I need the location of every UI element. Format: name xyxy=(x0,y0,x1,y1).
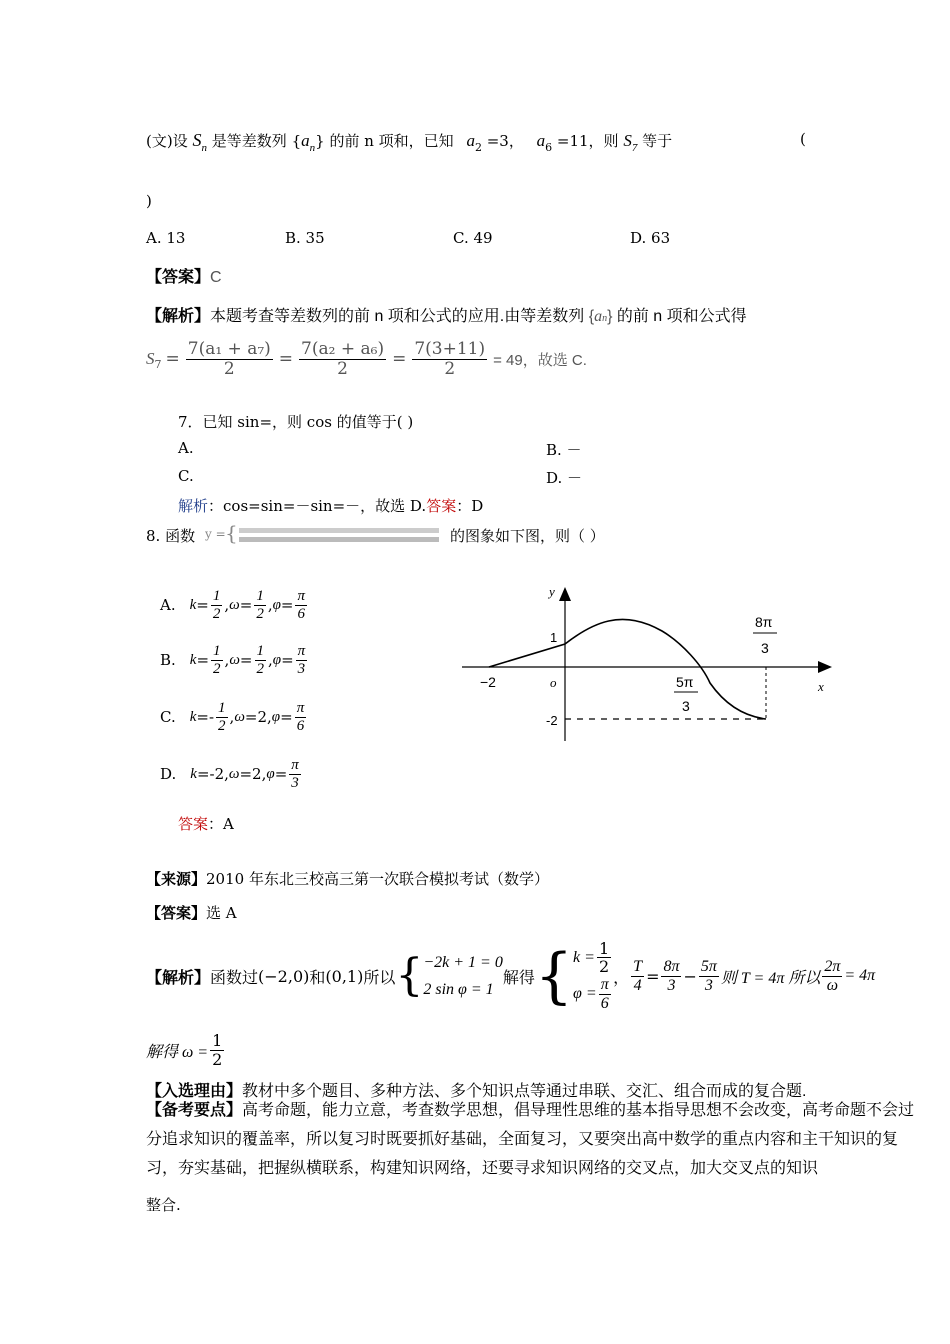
q8-option-c: C. k =- $\frac{1}{2}$ , ω =2, φ = $\frac{\pi}{6}$ xyxy=(160,700,305,734)
tick-5pi-den: 3 xyxy=(682,698,690,714)
option-c: C. 49 xyxy=(453,229,493,247)
q7-option-c: C. xyxy=(178,467,194,485)
y-label: y xyxy=(549,584,555,599)
paren-close: ) xyxy=(146,192,152,210)
q7-stem: 7．已知 sin=，则 cos 的值等于( ) xyxy=(178,413,414,431)
q8-option-d: D. k =-2, ω =2, φ = $\frac{\pi}{3}$ xyxy=(160,757,299,791)
svg-text:y =: y = xyxy=(205,527,226,541)
beikao-paragraph: 【备考要点】高考命题，能力立意，考查数学思想，倡导理性思维的基本指导思想不会改变，高考命题不会过分追求知识的覆盖率，所以复习时既要抓好基础，全面复习，又要突出高中数学的重点内容和主干知识的复习，夯实基础，把握纵横联系，构建知识网络，还要寻求知识网络的交叉点，加大交叉点的知识 xyxy=(146,1102,915,1177)
tick-1: 1 xyxy=(550,630,558,645)
source-line: 【来源】2010 年东北三校高三第一次联合模拟考试（数学） xyxy=(146,870,549,888)
option-a: A. 13 xyxy=(146,229,186,247)
beikao-last: 整合. xyxy=(146,1196,181,1214)
svg-text:{: { xyxy=(225,524,238,545)
q8-stem-tail: 的图象如下图，则（ ） xyxy=(450,527,605,545)
paren-open: ( xyxy=(800,130,806,148)
tick-m2: -2 xyxy=(546,713,558,728)
option-b: B. 35 xyxy=(285,229,325,247)
tick-5pi-num: 5π xyxy=(676,674,694,690)
x-label: x xyxy=(818,679,824,694)
q8-option-b: B. k = $\frac{1}{2}$ , ω = $\frac{1}{2}$ , φ = $\frac{\pi}{3}$ xyxy=(160,643,306,677)
option-d: D. 63 xyxy=(630,229,671,247)
q7-option-d: D. － xyxy=(546,469,583,487)
q7-analysis: 解析：cos=sin=－sin=－，故选 D.答案：D xyxy=(178,497,484,515)
q8-answer: 答案：A xyxy=(178,815,234,833)
answer-2: 【答案】选 A xyxy=(146,904,237,922)
piecewise-function-image xyxy=(205,524,445,548)
tick-8pi-num: 8π xyxy=(755,614,773,630)
tick-8pi-den: 3 xyxy=(761,640,769,656)
tick-neg2: −2 xyxy=(480,674,496,690)
sum-formula: S 7 = $\frac{\text{7(a₁ + a₇)}}{2}$ = $\frac{\text{7(a₂ + a₆)}}{2}$ = $\frac{7(3+11)}{2}$ = 49，故选 C. xyxy=(146,339,587,379)
reason-line: 【入选理由】教材中多个题目、多种方法、多个知识点等通过串联、交汇、组合而成的复合题. xyxy=(146,1083,807,1100)
analysis-1: 【解析】本题考查等差数列的前 n 项和公式的应用.由等差数列 {an} 的前 n 项和公式得 xyxy=(146,308,747,325)
omega-result: 解得 ω = $\frac{1}{2}$ xyxy=(146,1031,223,1069)
function-graph xyxy=(462,583,837,743)
question-wen-stem: (文)设 $S_n$ 是等差数列 $\{a_n\}$ 的前 n 项和，已知 $a_2 =3$， $a_6 =11$，则 $S_7$ 等于 xyxy=(146,130,673,154)
tick-origin: o xyxy=(550,675,557,690)
analysis-2: 【解析】 函数过 (−2,0) 和 (0,1) 所以 { −2k + 1 = 0 2 sin φ = 1 解得 { k = $\frac{1}{2}$ φ = $\frac{\pi}{6}$ ， $\frac{T}{4}$ = $\frac{8\pi}{3}$ − $\frac{5\pi}{3}$ 则 T = 4π 所以 $\frac{2\pi}{\omega}$ = 4π xyxy=(146,938,876,1012)
q8-stem: 8. 函数 xyxy=(146,527,196,545)
answer-1: 【答案】C xyxy=(146,269,222,286)
q7-option-b: B. － xyxy=(546,441,582,459)
q8-option-a: A. k = $\frac{1}{2}$ , ω = $\frac{1}{2}$ , φ = $\frac{\pi}{6}$ xyxy=(160,588,305,622)
q7-option-a: A. xyxy=(178,439,194,457)
